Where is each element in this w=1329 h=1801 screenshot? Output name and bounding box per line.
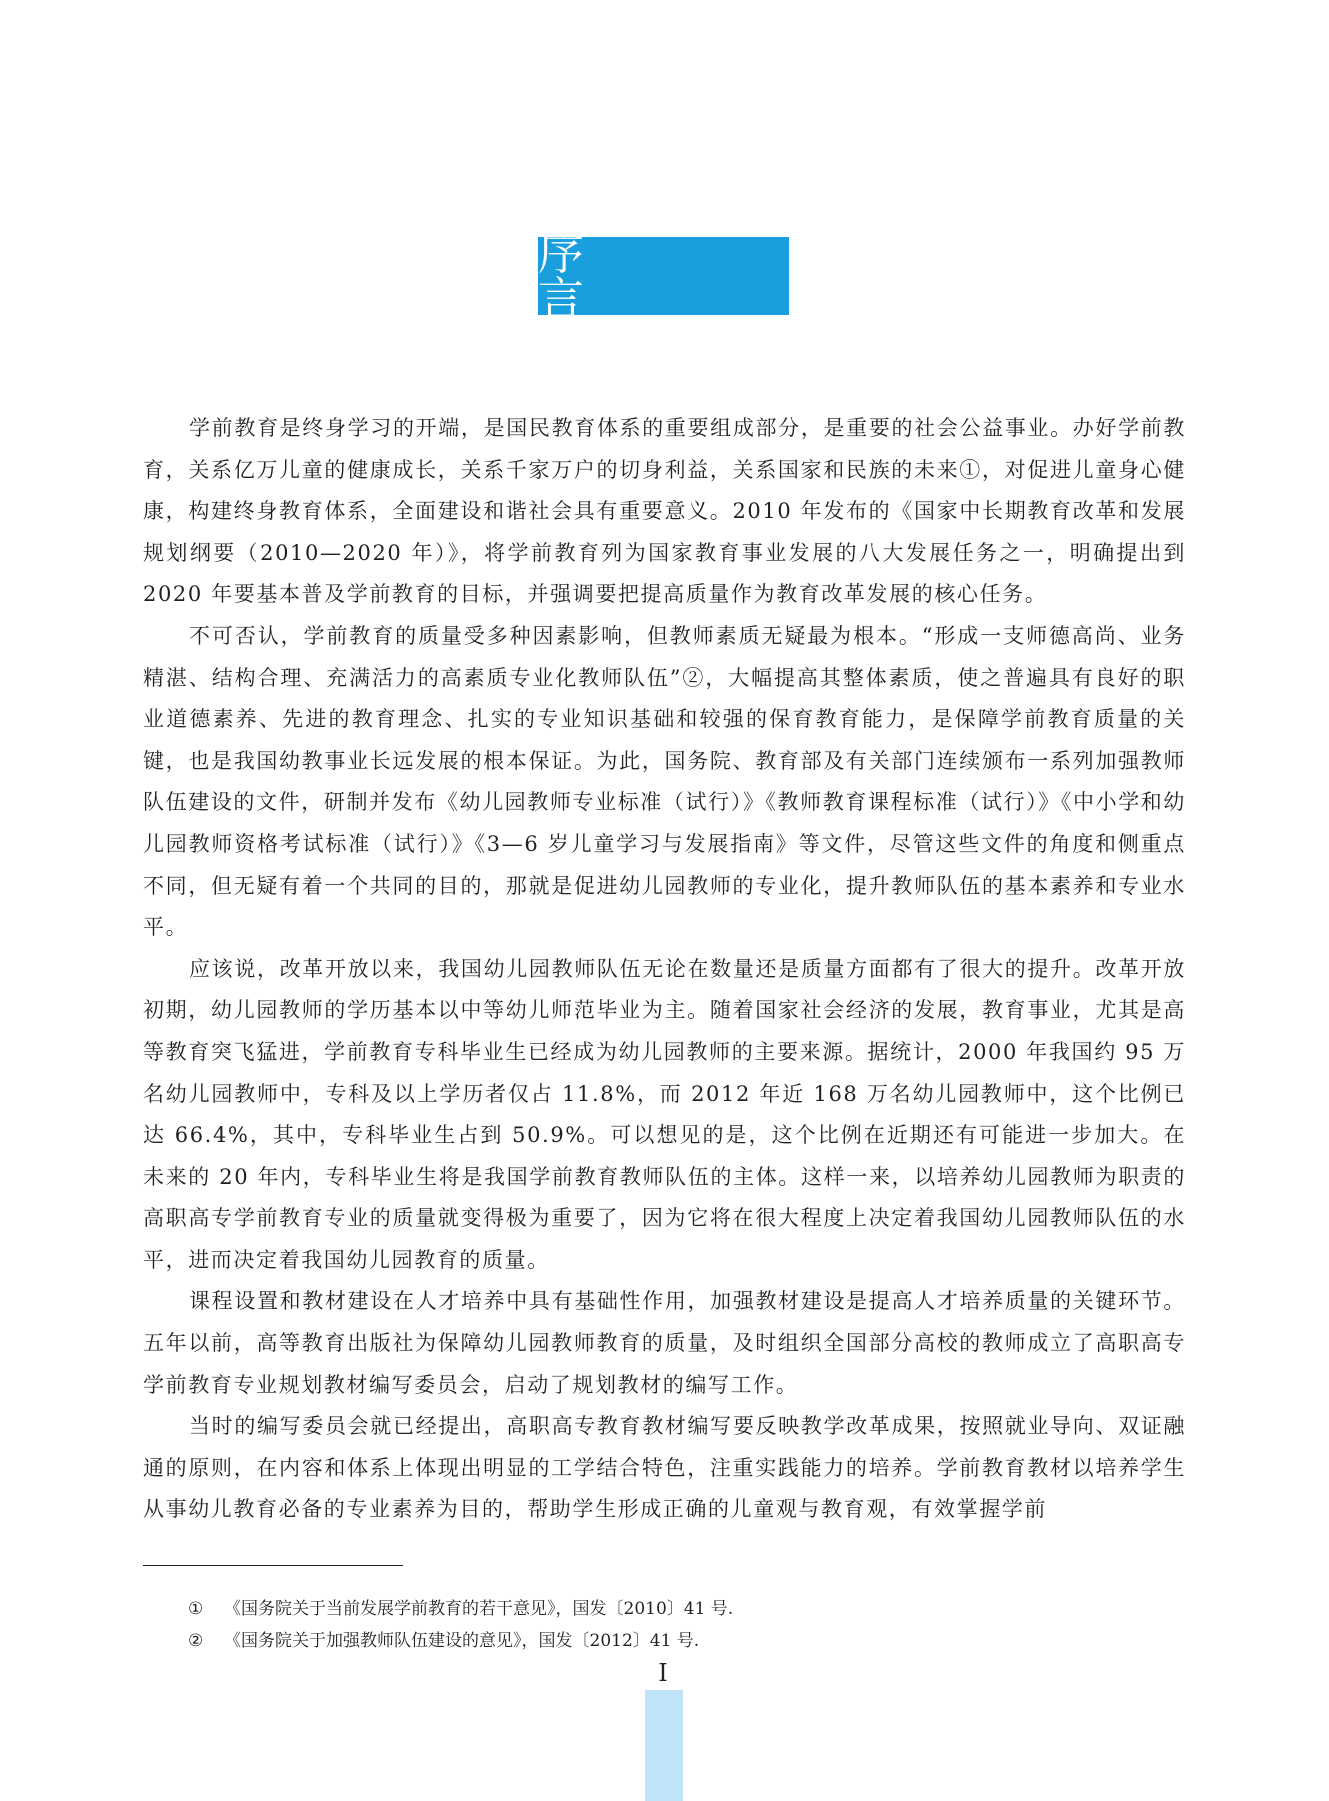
- footnote-mark: ②: [188, 1631, 204, 1651]
- footnote-text: 《国务院关于当前发展学前教育的若干意见》，国发〔2010〕41 号.: [224, 1599, 734, 1619]
- footnote-divider: [143, 1565, 403, 1566]
- footnote-text: 《国务院关于加强教师队伍建设的意见》，国发〔2012〕41 号.: [224, 1631, 700, 1651]
- footnote-mark: ①: [188, 1599, 204, 1619]
- footnote-1: [188, 1593, 1188, 1625]
- footnotes: [188, 1593, 1188, 1657]
- page-tab-decoration: [645, 1690, 683, 1801]
- preface-body: [143, 408, 1186, 1531]
- section-title-banner: [538, 226, 789, 326]
- paragraph: 课程设置和教材建设在人才培养中具有基础性作用，加强教材建设是提高人才培养质量的关键环节。五年以前，高等教育出版社为保障幼儿园教师教育的质量，及时组织全国部分高校的教师成立了高职高专学前教育专业规划教材编写委员会，启动了规划教材的编写工作。: [143, 1289, 1186, 1397]
- section-title: 序 言: [538, 226, 786, 326]
- paragraph: 当时的编写委员会就已经提出，高职高专教育教材编写要反映教学改革成果，按照就业导向、双证融通的原则，在内容和体系上体现出明显的工学结合特色，注重实践能力的培养。学前教育教材以培养学生从事幼儿教育必备的专业素养为目的，帮助学生形成正确的儿童观与教育观，有效掌握学前: [143, 1414, 1186, 1522]
- paragraph: 不可否认，学前教育的质量受多种因素影响，但教师素质无疑最为根本。“形成一支师德高尚、业务精湛、结构合理、充满活力的高素质专业化教师队伍”②，大幅提高其整体素质，使之普遍具有良好的职业道德素养、先进的教育理念、扎实的专业知识基础和较强的保育教育能力，是保障学前教育质量的关键，也是我国幼教事业长远发展的根本保证。为此，国务院、教育部及有关部门连续颁布一系列加强教师队伍建设的文件，研制并发布《幼儿园教师专业标准（试行）》《教师教育课程标准（试行）》《中小学和幼儿园教师资格考试标准（试行）》《3—6 岁儿童学习与发展指南》等文件，尽管这些文件的角度和侧重点不同，但无疑有着一个共同的目的，那就是促进幼儿园教师的专业化，提升教师队伍的基本素养和专业水平。: [143, 623, 1186, 940]
- paragraph: 应该说，改革开放以来，我国幼儿园教师队伍无论在数量还是质量方面都有了很大的提升。改革开放初期，幼儿园教师的学历基本以中等幼儿师范毕业为主。随着国家社会经济的发展，教育事业，尤其是高等教育突飞猛进，学前教育专科毕业生已经成为幼儿园教师的主要来源。据统计，2000 年我国约 95 万名幼儿园教师中，专科及以上学历者仅占 11.8%，而 2012 年近 168 万名幼儿园教师中，这个比例已达 66.4%，其中，专科毕业生占到 50.9%。可以想见的是，这个比例在近期还有可能进一步加大。在未来的 20 年内，专科毕业生将是我国学前教育教师队伍的主体。这样一来，以培养幼儿园教师为职责的高职高专学前教育专业的质量就变得极为重要了，因为它将在很大程度上决定着我国幼儿园教师队伍的水平，进而决定着我国幼儿园教育的质量。: [143, 956, 1186, 1272]
- page-number: I: [658, 1659, 668, 1687]
- footnote-2: [188, 1625, 1188, 1657]
- paragraph: 学前教育是终身学习的开端，是国民教育体系的重要组成部分，是重要的社会公益事业。办好学前教育，关系亿万儿童的健康成长，关系千家万户的切身利益，关系国家和民族的未来①，对促进儿童身心健康，构建终身教育体系，全面建设和谐社会具有重要意义。2010 年发布的《国家中长期教育改革和发展规划纲要（2010—2020 年）》，将学前教育列为国家教育事业发展的八大发展任务之一，明确提出到 2020 年要基本普及学前教育的目标，并强调要把提高质量作为教育改革发展的核心任务。: [143, 416, 1186, 607]
